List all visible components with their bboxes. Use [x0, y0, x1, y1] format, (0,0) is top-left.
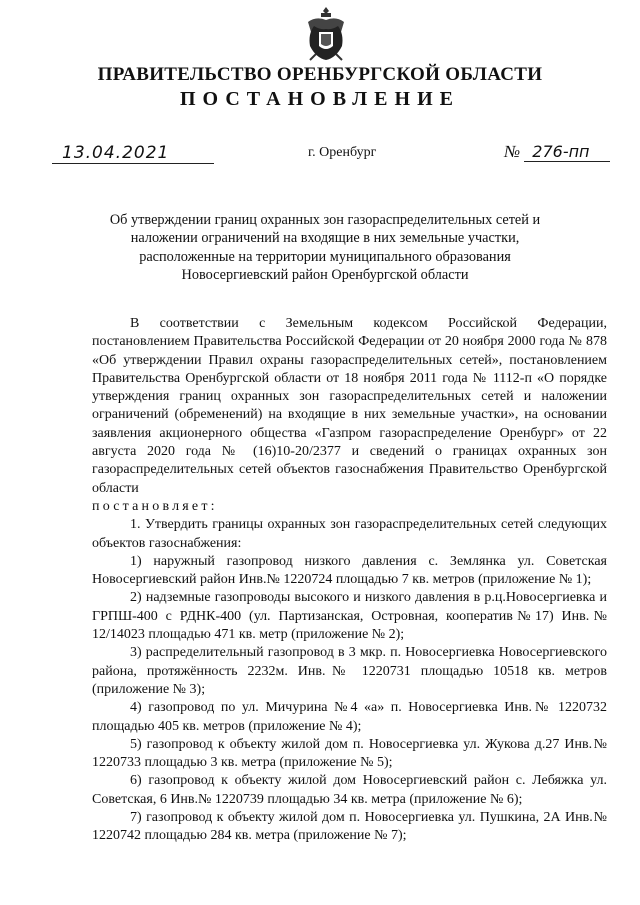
- government-name: ПРАВИТЕЛЬСТВО ОРЕНБУРГСКОЙ ОБЛАСТИ: [97, 64, 543, 85]
- decree-city: г. Оренбург: [308, 145, 377, 160]
- document-title: Об утверждении границ охранных зон газораспределительных сетей и наложении ограничений на входящие в них земельные участки, расположенные на территории муниципального образования Новосергиевский район Оренбургской области: [109, 212, 541, 284]
- decree-number: [504, 142, 610, 162]
- resolves-heading: постановляет:: [92, 498, 218, 514]
- number-value: 276-пп: [524, 142, 610, 162]
- clause-item: 5) газопровод к объекту жилой дом п. Новосергиевка ул. Жукова д.27 Инв.№ 1220733 площадью 3 кв. метра (приложение № 5);: [92, 736, 607, 771]
- clause-item: 1) наружный газопровод низкого давления с. Землянка ул. Советская Новосергиевский район Инв.№ 1220724 площадью 7 кв. метров (приложение № 1);: [92, 553, 607, 588]
- preamble-paragraph: В соответствии с Земельным кодексом Российской Федерации, постановлением Правительства Российской Федерации от 20 ноября 2000 года № 878 «Об утверждении Правил охраны газораспределительных сетей», постановлением Правительства Оренбургской области от 18 ноября 2011 года № 1112-п «О порядке утверждения границ охранных зон газораспределительных сетей и наложении ограничений (обременений) на входящие в них земельные участки», на основании заявления акционерного общества «Газпром газораспределение Оренбург» от 22 августа 2020 года № (16)10-20/2377 и сведений о границах охранных зон газораспределительных сетей объектов газоснабжения Правительство Оренбургской области: [92, 316, 607, 496]
- decree-date: 13.04.2021: [52, 143, 214, 164]
- clause-item: 2) надземные газопроводы высокого и низкого давления в р.ц.Новосергиевка и ГРПШ-400 с РДНК-400 (ул. Партизанская, Островная, кооператив№17) Инв.№ 12/14023 площадью 471 кв. метр (приложение № 2);: [92, 590, 607, 643]
- clause-item: 7) газопровод к объекту жилой дом п. Новосергиевка ул. Пушкина, 2А Инв.№ 1220742 площадью 284 кв. метра (приложение № 7);: [92, 810, 607, 844]
- document-type: ПОСТАНОВЛЕНИЕ: [180, 88, 460, 110]
- number-sign: №: [504, 142, 521, 161]
- clause-item: 3) распределительный газопровод в 3 мкр. п. Новосергиевка Новосергиевского района, протяжённость 2232м. Инв.№ 1220731 площадью 10518 кв. метров (приложение № 3);: [92, 645, 607, 697]
- clause-item: 6) газопровод к объекту жилой дом Новосергиевский район с. Лебяжка ул. Советская, 6 Инв.№ 1220739 площадью 34 кв. метра (приложение № 6);: [92, 773, 607, 807]
- coat-of-arms-emblem: [302, 4, 350, 62]
- document-body: [92, 315, 607, 846]
- clause-item: 4) газопровод по ул. Мичурина №4 «а» п. Новосергиевка Инв.№ 1220732 площадью 405 кв. метров (приложение № 4);: [92, 700, 607, 734]
- clause-item: 1. Утвердить границы охранных зон газораспределительных сетей следующих объектов газоснабжения:: [92, 517, 607, 551]
